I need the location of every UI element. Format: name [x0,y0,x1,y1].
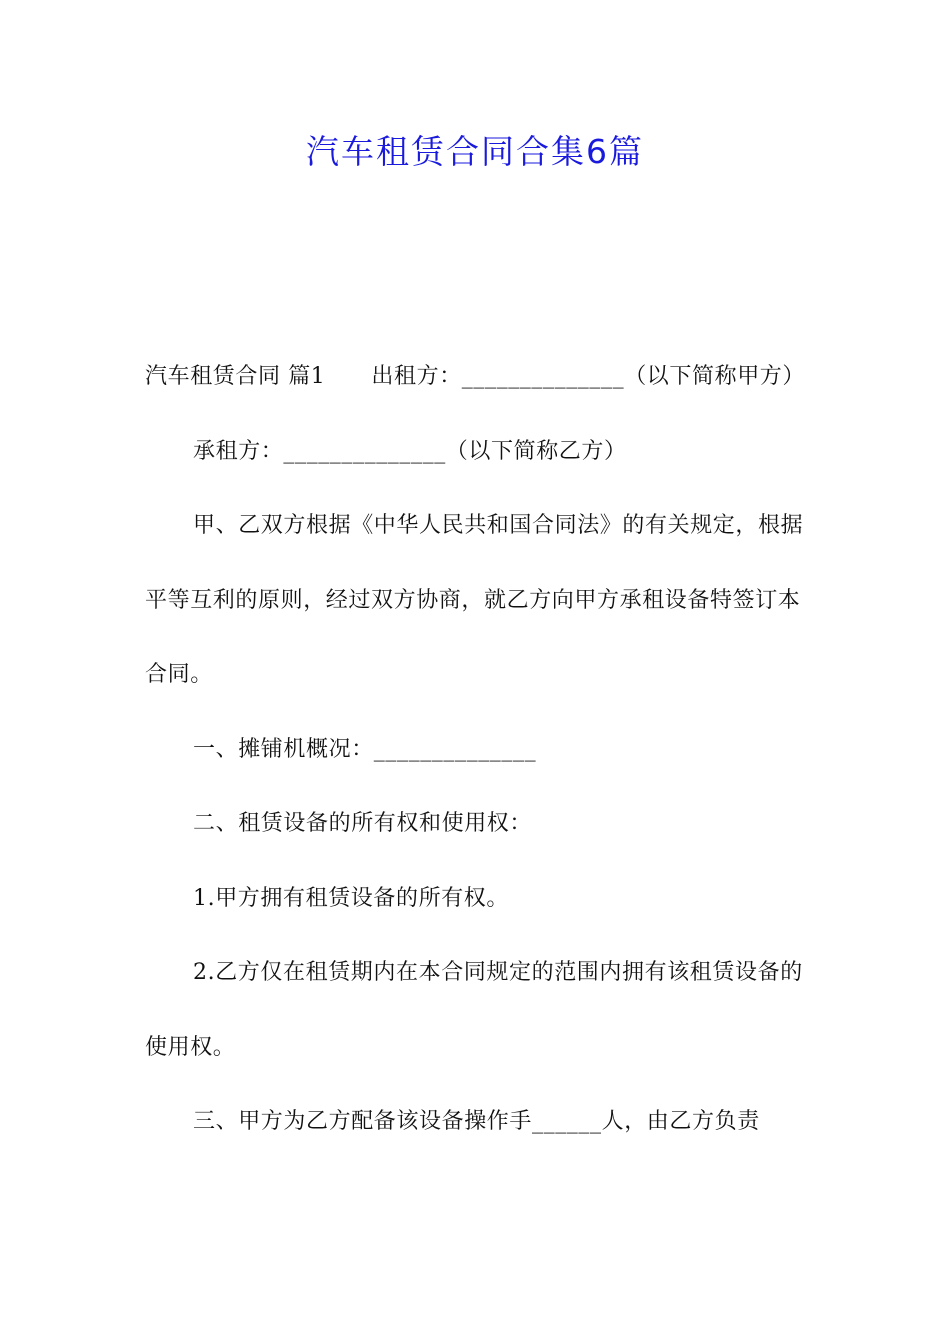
paragraph-1 [145,340,810,415]
lessor-line: 出租方：______________（以下简称甲方） [371,364,806,389]
clause-1: 一、摊铺机概况：______________ [193,736,537,762]
clause-2-item-1: 1.甲方拥有租赁设备的所有权。 [193,885,509,911]
clause-3: 三、甲方为乙方配备该设备操作手______人，由乙方负责 [193,1109,760,1134]
lessee-line: 承租方：______________（以下简称乙方） [193,438,627,464]
section-heading: 汽车租赁合同 篇1 [145,364,326,389]
document-body [145,340,810,1160]
clause-2: 二、租赁设备的所有权和使用权： [193,811,533,836]
preamble-paragraph: 甲、乙双方根据《中华人民共和国合同法》的有关规定，根据平等互利的原则，经过双方协商，就乙方向甲方承租设备特签订本合同。 [145,513,804,687]
document-title: 汽车租赁合同合集6篇 [306,132,644,171]
clause-2-item-2: 2.乙方仅在租赁期内在本合同规定的范围内拥有该租赁设备的使用权。 [145,960,803,1060]
